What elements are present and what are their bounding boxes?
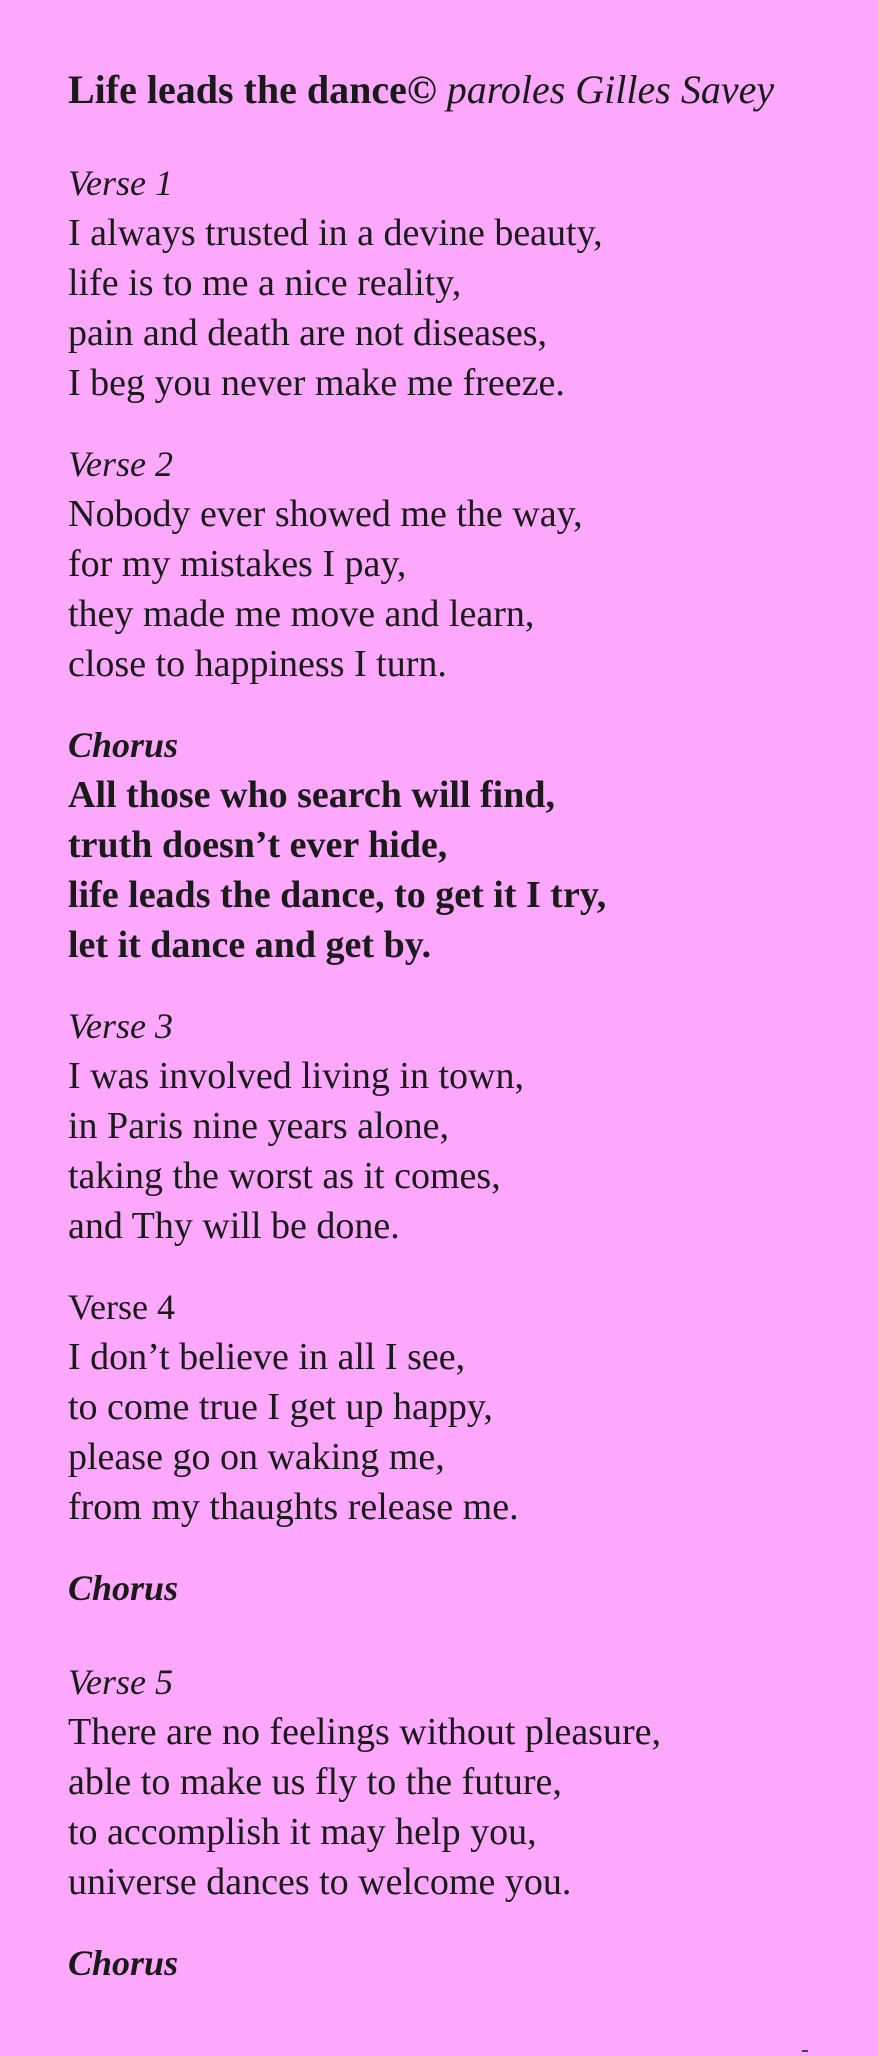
verse-heading: Verse 2 — [68, 444, 173, 484]
lyric-line: and Thy will be done. — [68, 1205, 400, 1247]
verse-heading: Verse 3 — [68, 1006, 173, 1046]
chorus-repeat — [68, 1938, 868, 1988]
lyric-line: let it dance and get by. — [68, 924, 432, 966]
lyric-line: please go on waking me, — [68, 1436, 445, 1478]
lyric-line: There are no feelings without pleasure, — [68, 1711, 661, 1753]
chorus-heading: Chorus — [68, 1568, 179, 1608]
lyric-line: I was involved living in town, — [68, 1055, 524, 1097]
lyric-line: truth doesn’t ever hide, — [68, 824, 448, 866]
lyric-line: to come true I get up happy, — [68, 1386, 493, 1428]
verse-3 — [68, 1001, 868, 1251]
lyrics-page — [68, 62, 868, 2032]
lyric-line: close to happiness I turn. — [68, 643, 447, 685]
lyric-line: life is to me a nice reality, — [68, 262, 462, 304]
song-title: Life leads the dance© — [68, 67, 437, 112]
lyric-line: life leads the dance, to get it I try, — [68, 874, 607, 916]
page-corner-mark — [802, 2050, 808, 2052]
lyric-line: to accomplish it may help you, — [68, 1811, 537, 1853]
verse-4 — [68, 1282, 868, 1532]
lyric-line: I don’t believe in all I see, — [68, 1336, 466, 1378]
verse-1 — [68, 158, 868, 408]
chorus-repeat — [68, 1563, 868, 1613]
verse-heading: Verse 1 — [68, 163, 173, 203]
lyric-line: they made me move and learn, — [68, 593, 535, 635]
chorus-heading: Chorus — [68, 725, 179, 765]
lyric-line: pain and death are not diseases, — [68, 312, 548, 354]
chorus-heading: Chorus — [68, 1943, 179, 1983]
lyric-line: I beg you never make me freeze. — [68, 362, 565, 404]
lyric-line: universe dances to welcome you. — [68, 1861, 572, 1903]
page-title — [68, 62, 868, 118]
song-author: paroles Gilles Savey — [436, 67, 775, 112]
verse-2 — [68, 439, 868, 689]
lyric-line: Nobody ever showed me the way, — [68, 493, 583, 535]
lyric-line: I always trusted in a devine beauty, — [68, 212, 603, 254]
verse-5 — [68, 1657, 868, 1907]
verse-heading: Verse 4 — [68, 1287, 175, 1327]
verse-heading: Verse 5 — [68, 1662, 173, 1702]
lyric-line: for my mistakes I pay, — [68, 543, 407, 585]
lyric-line: in Paris nine years alone, — [68, 1105, 449, 1147]
lyric-line: from my thaughts release me. — [68, 1486, 519, 1528]
lyric-line: able to make us fly to the future, — [68, 1761, 562, 1803]
chorus — [68, 720, 868, 970]
lyric-line: All those who search will find, — [68, 774, 556, 816]
lyric-line: taking the worst as it comes, — [68, 1155, 501, 1197]
